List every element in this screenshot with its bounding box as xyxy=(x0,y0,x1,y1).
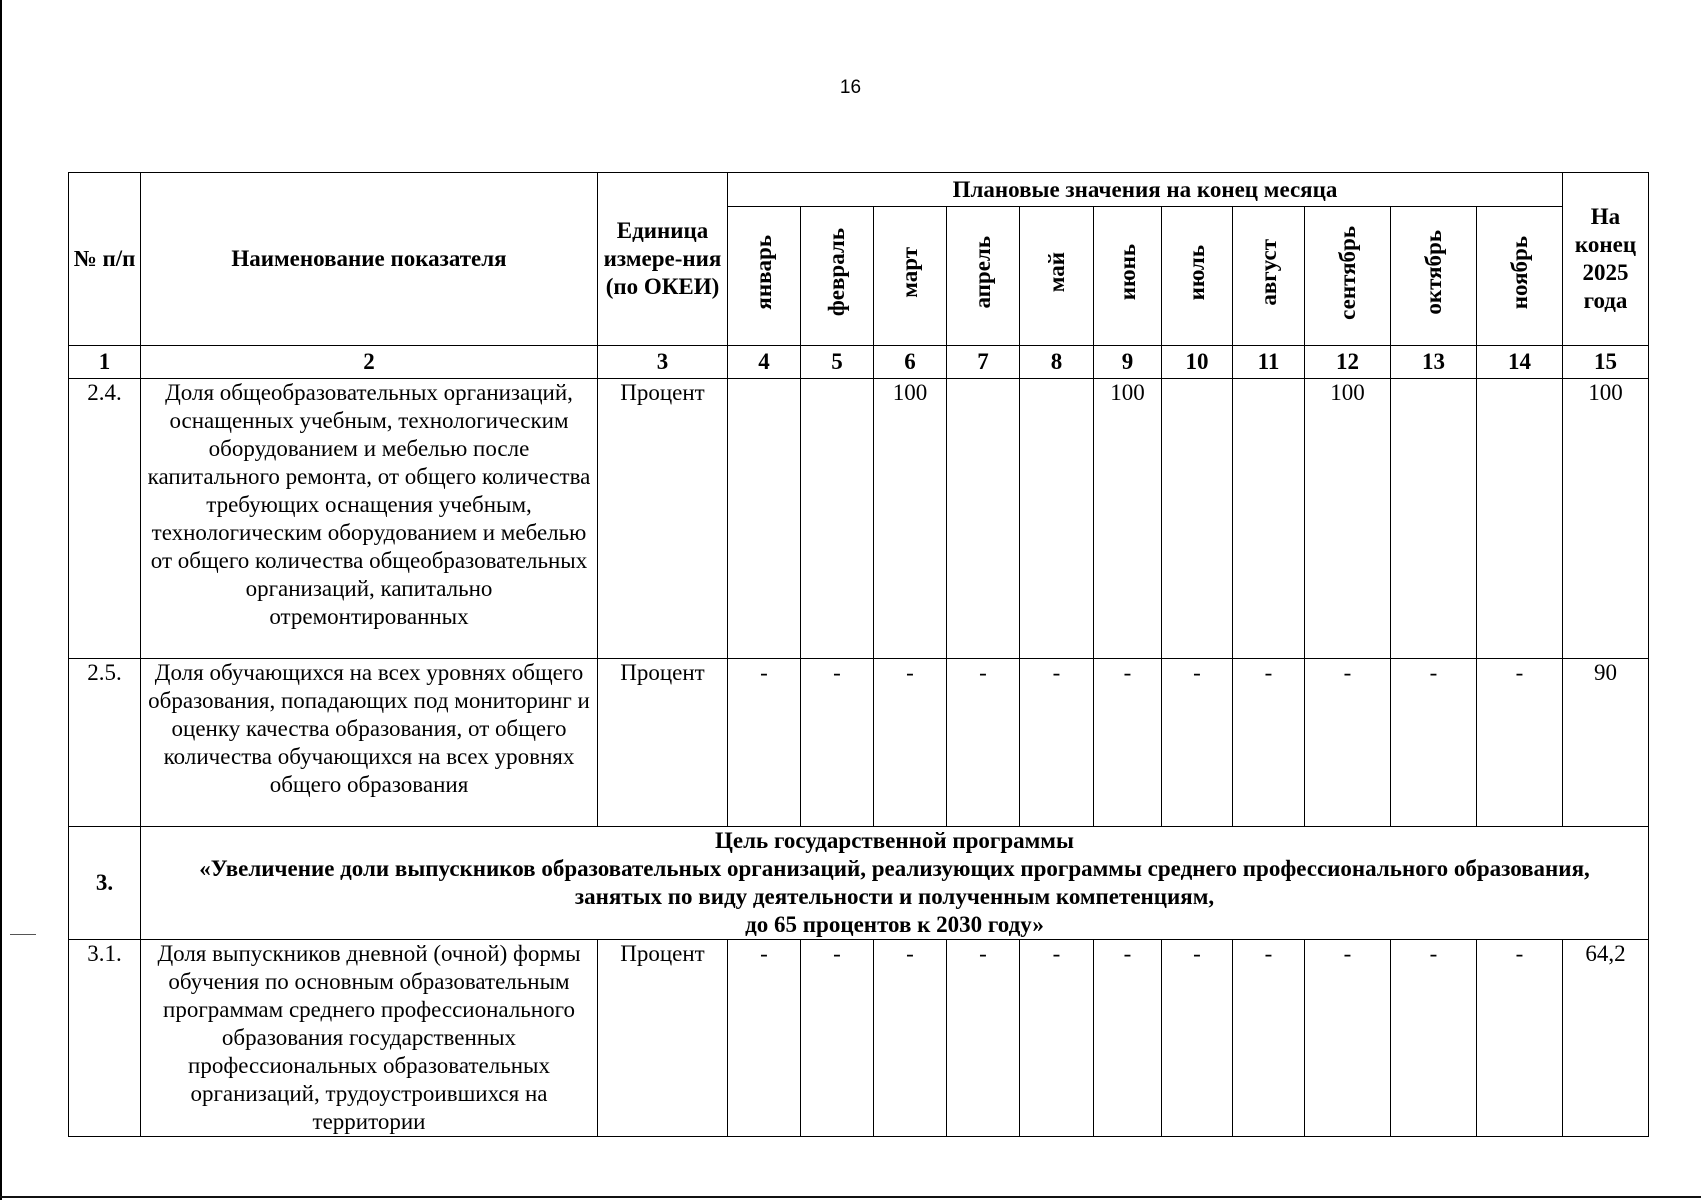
page-bottom-edge xyxy=(0,1196,1701,1198)
column-number: 5 xyxy=(801,346,874,379)
month-value: - xyxy=(801,940,874,1137)
month-value: - xyxy=(1391,940,1477,1137)
month-value: - xyxy=(728,940,801,1137)
column-number-row xyxy=(69,346,1649,379)
month-value: - xyxy=(1305,659,1391,827)
month-value: - xyxy=(1020,659,1094,827)
month-header: август xyxy=(1233,207,1305,346)
column-number: 10 xyxy=(1162,346,1233,379)
column-number: 6 xyxy=(874,346,947,379)
year-end-value: 100 xyxy=(1563,379,1649,659)
header-col-end: На конец 2025 года xyxy=(1563,173,1649,346)
row-number: 2.4. xyxy=(69,379,141,659)
month-header: март xyxy=(874,207,947,346)
table-row xyxy=(69,940,1649,1137)
month-value: - xyxy=(874,659,947,827)
month-header: февраль xyxy=(801,207,874,346)
month-value: - xyxy=(947,659,1020,827)
month-header: октябрь xyxy=(1391,207,1477,346)
header-col-name: Наименование показателя xyxy=(141,173,598,346)
month-header: сентябрь xyxy=(1305,207,1391,346)
header-col-no: № п/п xyxy=(69,173,141,346)
month-header: январь xyxy=(728,207,801,346)
column-number: 7 xyxy=(947,346,1020,379)
month-value: - xyxy=(1094,940,1162,1137)
header-row-1 xyxy=(69,173,1649,207)
column-number: 3 xyxy=(598,346,728,379)
month-value: - xyxy=(1233,940,1305,1137)
month-value: - xyxy=(1305,940,1391,1137)
row-number: 2.5. xyxy=(69,659,141,827)
column-number: 15 xyxy=(1563,346,1649,379)
column-number: 13 xyxy=(1391,346,1477,379)
row-number: 3.1. xyxy=(69,940,141,1137)
month-value: - xyxy=(801,659,874,827)
month-value: 100 xyxy=(1094,379,1162,659)
month-value: - xyxy=(874,940,947,1137)
page-left-edge xyxy=(0,0,2,1200)
unit-cell: Процент xyxy=(598,940,728,1137)
month-value xyxy=(1233,379,1305,659)
column-number: 9 xyxy=(1094,346,1162,379)
indicator-name: Доля выпускников дневной (очной) формы обучения по основным образовательным программам среднего профессионального образования государственных профессиональных образовательных организаций, трудоустроившихся на территории xyxy=(141,940,598,1137)
month-value: - xyxy=(1162,659,1233,827)
month-header: июль xyxy=(1162,207,1233,346)
month-header: ноябрь xyxy=(1477,207,1563,346)
year-end-value: 90 xyxy=(1563,659,1649,827)
month-value: - xyxy=(1477,940,1563,1137)
goal-number: 3. xyxy=(69,827,141,940)
month-value: - xyxy=(1094,659,1162,827)
month-value xyxy=(947,379,1020,659)
month-value: - xyxy=(947,940,1020,1137)
page-number: 16 xyxy=(839,77,862,98)
column-number: 2 xyxy=(141,346,598,379)
month-value: 100 xyxy=(874,379,947,659)
month-value xyxy=(1162,379,1233,659)
month-value: 100 xyxy=(1305,379,1391,659)
month-value: - xyxy=(1477,659,1563,827)
column-number: 12 xyxy=(1305,346,1391,379)
goal-line: занятых по виду деятельности и полученным компетенциям, xyxy=(574,884,1215,909)
goal-line: «Увеличение доли выпускников образовательных организаций, реализующих программы среднего профессионального образования, xyxy=(199,856,1590,881)
indicator-name: Доля общеобразовательных организаций, оснащенных учебным, технологическим оборудованием и мебелью после капитального ремонта, от общего количества требующих оснащения учебным, технологическим оборудованием и мебелью от общего количества общеобразовательных организаций, капитально отремонтированных xyxy=(141,379,598,659)
month-value xyxy=(801,379,874,659)
unit-cell: Процент xyxy=(598,659,728,827)
column-number: 14 xyxy=(1477,346,1563,379)
goal-line: до 65 процентов к 2030 году» xyxy=(745,912,1044,937)
table-row xyxy=(69,379,1649,659)
table-row xyxy=(69,659,1649,827)
column-number: 1 xyxy=(69,346,141,379)
column-number: 4 xyxy=(728,346,801,379)
month-value xyxy=(1477,379,1563,659)
month-header: май xyxy=(1020,207,1094,346)
header-col-unit: Единица измере-ния (по ОКЕИ) xyxy=(598,173,728,346)
month-value: - xyxy=(1233,659,1305,827)
month-value: - xyxy=(1020,940,1094,1137)
month-header: июнь xyxy=(1094,207,1162,346)
month-value: - xyxy=(1162,940,1233,1137)
goal-text xyxy=(141,827,1649,940)
goal-row xyxy=(69,827,1649,940)
margin-mark xyxy=(10,934,36,935)
month-value xyxy=(1020,379,1094,659)
column-number: 8 xyxy=(1020,346,1094,379)
indicator-name: Доля обучающихся на всех уровнях общего образования, попадающих под мониторинг и оценку качества образования, от общего количества обучающихся на всех уровнях общего образования xyxy=(141,659,598,827)
header-plan-group: Плановые значения на конец месяца xyxy=(728,173,1563,207)
month-value xyxy=(1391,379,1477,659)
month-header: апрель xyxy=(947,207,1020,346)
indicators-table xyxy=(68,172,1649,1137)
year-end-value: 64,2 xyxy=(1563,940,1649,1137)
month-value: - xyxy=(728,659,801,827)
column-number: 11 xyxy=(1233,346,1305,379)
goal-line: Цель государственной программы xyxy=(715,828,1074,853)
month-value xyxy=(728,379,801,659)
unit-cell: Процент xyxy=(598,379,728,659)
month-value: - xyxy=(1391,659,1477,827)
